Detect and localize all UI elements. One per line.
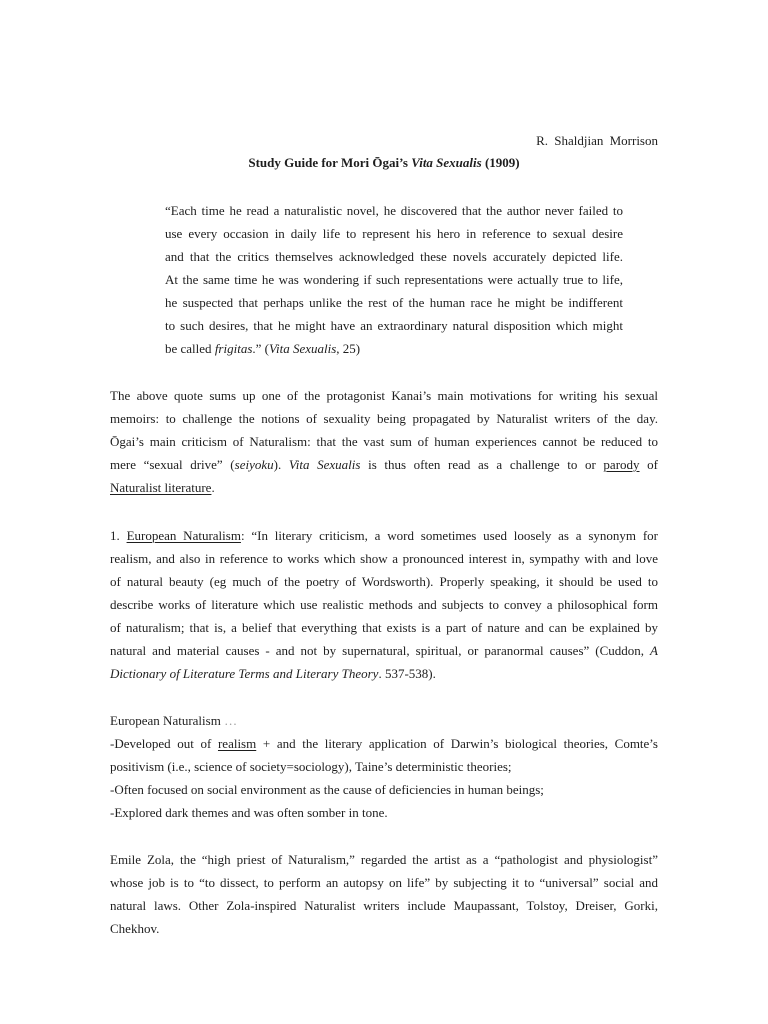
quote-line-1: “Each time he read a naturalistic novel, he discovered that the author never failed to bbox=[165, 202, 623, 218]
traits-text: + and the literary application of Darwin’s biological theories, Comte’s bbox=[256, 735, 658, 751]
underlined-realism: realism bbox=[217, 735, 257, 751]
work-title: Vita Sexualis bbox=[288, 456, 361, 472]
intro-text: ). bbox=[273, 456, 289, 472]
zola-line-3: natural laws. Other Zola-inspired Naturalist writers include Maupassant, Tolstoy, Dreiser, Gorki, bbox=[110, 897, 658, 913]
quote-term-frigitas: frigitas bbox=[214, 341, 253, 357]
document-title bbox=[0, 151, 768, 174]
definition-line-2: realism, and also in reference to works which show a pronounced interest in, sympathy with and love bbox=[110, 550, 658, 566]
intro-line-1: The above quote sums up one of the protagonist Kanai’s main motivations for writing his sexual bbox=[110, 387, 658, 403]
intro-line-5 bbox=[110, 476, 658, 499]
section-number: 1. bbox=[110, 527, 127, 543]
definition-line-1 bbox=[110, 524, 658, 547]
intro-text: of bbox=[639, 456, 658, 472]
quote-line-6: to such desires, that he might have an extraordinary natural disposition which might bbox=[165, 317, 623, 333]
quote-line-7 bbox=[165, 337, 623, 360]
quote-source-title: Vita Sexualis bbox=[269, 341, 337, 357]
title-work: Vita Sexualis bbox=[411, 154, 482, 170]
traits-line-4: -Explored dark themes and was often somber in tone. bbox=[110, 804, 388, 820]
title-year: (1909) bbox=[481, 154, 520, 170]
quote-text: be called bbox=[165, 341, 215, 357]
intro-text: mere “sexual drive” ( bbox=[110, 456, 235, 472]
author-name: R. Shaldjian Morrison bbox=[536, 132, 658, 148]
intro-text: is thus often read as a challenge to or bbox=[360, 456, 604, 472]
intro-line-3: Ōgai’s main criticism of Naturalism: that the vast sum of human experiences cannot be reduced to bbox=[110, 433, 658, 449]
epigraph-quote bbox=[165, 199, 623, 361]
definition-text: natural and material causes - and not by supernatural, spiritual, or paranormal causes” (Cuddon, bbox=[110, 642, 651, 658]
traits-line-2: positivism (i.e., science of society=sociology), Taine’s deterministic theories; bbox=[110, 758, 512, 774]
citation-title: Dictionary of Literature Terms and Literary Theory bbox=[110, 666, 379, 682]
citation-pages: . 537-538). bbox=[378, 666, 436, 682]
quote-line-4: At the same time he was wondering if such representations were actually true to life, bbox=[165, 271, 623, 287]
traits-section bbox=[110, 709, 658, 824]
intro-paragraph bbox=[110, 384, 658, 499]
intro-line-4 bbox=[110, 453, 658, 476]
definition-line-5: of naturalism; that is, a belief that everything that exists is a part of nature and can be explained by bbox=[110, 619, 658, 635]
quote-line-3: and that the critics themselves acknowledged these novels accurately depicted life. bbox=[165, 248, 623, 264]
definition-line-6 bbox=[110, 639, 658, 662]
definition-text: : “In literary criticism, a word sometimes used loosely as a synonym for bbox=[240, 527, 659, 543]
ellipsis: … bbox=[224, 712, 238, 728]
quote-line-5: he suspected that perhaps unlike the rest of the human race he might be indifferent bbox=[165, 294, 623, 310]
intro-text: . bbox=[211, 479, 215, 495]
intro-line-2: memoirs: to challenge the notions of sexuality being propagated by Naturalist writers of the day. bbox=[110, 410, 658, 426]
citation-title-start: A bbox=[650, 642, 658, 658]
zola-paragraph bbox=[110, 848, 658, 940]
traits-text: -Developed out of bbox=[110, 735, 218, 751]
quote-citation: , 25) bbox=[336, 341, 361, 357]
term-seiyoku: seiyoku bbox=[234, 456, 274, 472]
underlined-naturalist-literature: Naturalist literature bbox=[110, 479, 212, 495]
title-prefix: Study Guide for Mori Ōgai’s bbox=[248, 154, 412, 170]
zola-line-1: Emile Zola, the “high priest of Naturalism,” regarded the artist as a “pathologist and physiologist” bbox=[110, 851, 658, 867]
traits-line-3: -Often focused on social environment as the cause of deficiencies in human beings; bbox=[110, 781, 544, 797]
quote-text: .” ( bbox=[252, 341, 269, 357]
definition-paragraph bbox=[110, 524, 658, 686]
traits-heading bbox=[110, 709, 658, 732]
traits-line-1 bbox=[110, 732, 658, 755]
traits-heading-text: European Naturalism bbox=[110, 712, 225, 728]
zola-line-4: Chekhov. bbox=[110, 920, 160, 936]
underlined-parody: parody bbox=[603, 456, 640, 472]
zola-line-2: whose job is to “to dissect, to perform an autopsy on life” by subjecting it to “universal” social and bbox=[110, 874, 658, 890]
underlined-european-naturalism: European Naturalism bbox=[126, 527, 241, 543]
definition-line-3: of natural beauty (eg much of the poetry of Wordsworth). Properly speaking, it should be used to bbox=[110, 573, 658, 589]
quote-line-2: use every occasion in daily life to represent his hero in reference to sexual desire bbox=[165, 225, 623, 241]
definition-line-4: describe works of literature which use realistic methods and subjects to convey a philosophical form bbox=[110, 596, 658, 612]
definition-line-7 bbox=[110, 662, 658, 685]
